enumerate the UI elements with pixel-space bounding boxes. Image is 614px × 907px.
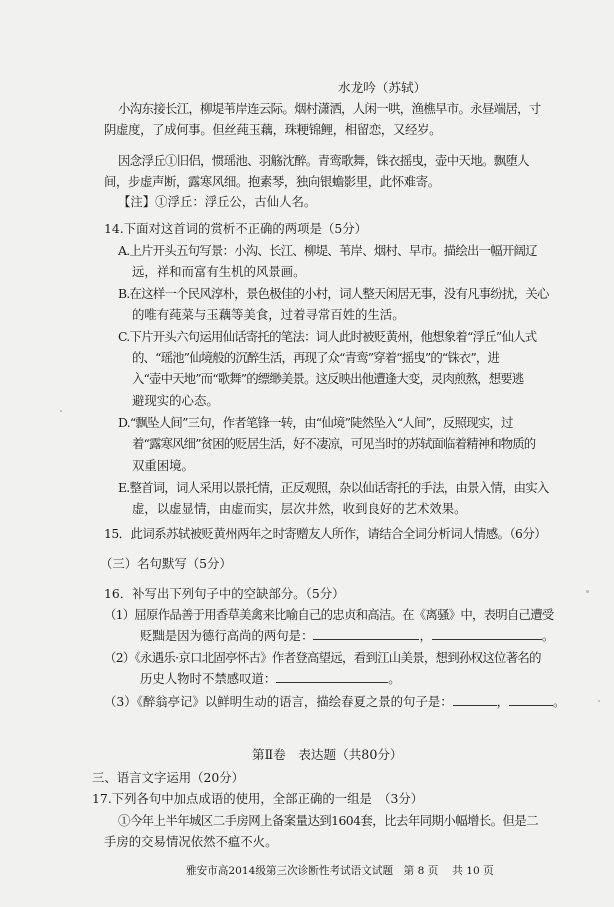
poem-title: 水龙吟（苏轼） [338, 80, 427, 95]
q16-stem: 16．补写出下列句子中的空缺部分。（5分） [104, 586, 345, 601]
q16-item-2-period: 。 [388, 671, 401, 686]
q14-option-e-line-2: 虚，以虚显情，由虚而实，层次井然，收到良好的艺术效果。 [132, 501, 467, 516]
q16-item-2-prompt: 历史人物时不禁感叹道： [140, 671, 277, 686]
q15-stem: 15．此词系苏轼被贬黄州两年之时寄赠友人所作，请结合全词分析词人情感。（6分） [104, 526, 547, 541]
section-3-heading: （三）名句默写（5分） [100, 556, 232, 571]
q16-item-2-line-1: （2）《永遇乐·京口北固亭怀古》作者登高望远，看到江山美景，想到孙权这位著名的 [104, 650, 541, 665]
q16-item-1-line-2 [140, 628, 554, 644]
q16-item-3-blank-2[interactable] [509, 694, 553, 706]
q16-item-3 [104, 694, 565, 710]
q16-item-1-blank-1[interactable] [313, 628, 419, 640]
q14-option-d-line-1: D.“飘坠人间”三句，作者笔锋一转，由“仙境”陡然坠入“人间”，反照现实，过 [118, 415, 513, 430]
q16-item-3-comma: ， [496, 694, 510, 709]
q14-option-d-line-3: 双重困境。 [132, 458, 194, 473]
q17-stem: 17.下列各句中加点成语的使用，全部正确的一组是 （3分） [92, 791, 424, 806]
q14-option-d-line-2: 着“露寒风细”贫困的贬居生活，好不凄凉，可见当时的苏轼面临着精神和物质的 [132, 436, 536, 451]
q14-option-c-line-2: 的、“瑶池”仙境般的沉醉生活，再现了众“青鸾”穿着“摇曳”的“铢衣”，进 [132, 350, 500, 365]
poem-note: 【注】①浮丘：浮丘公，古仙人名。 [118, 194, 317, 209]
q16-item-1-comma: ， [419, 628, 432, 643]
poem-line-1: 小沟东接长江，柳堤苇岸连云际。烟村潇洒，人闲一哄，渔樵早市。永昼端居，寸 [118, 101, 541, 116]
scan-speck [598, 700, 600, 702]
poem-line-3: 因念浮丘①旧侣，惯瑶池、羽觞沈醉。青鸾歌舞，铢衣摇曳，壶中天地。飘堕人 [118, 153, 529, 168]
q16-item-1-blank-2[interactable] [432, 628, 542, 640]
page-footer: 雅安市高2014级第三次诊断性考试语文试题 第 8 页 共 10 页 [186, 865, 494, 877]
q16-item-3-period: 。 [553, 694, 566, 709]
part-2-heading: 第Ⅱ卷 表达题（共80分） [252, 747, 403, 762]
q14-option-b-line-1: B.在这样一个民风淳朴，景色极佳的小村，词人整天闲居无事，没有凡事纷扰，关心 [118, 286, 549, 301]
q14-option-b-line-2: 的唯有莼菜与玉藕等美食，过着寻常百姓的生活。 [132, 307, 405, 322]
q16-item-3-blank-1[interactable] [453, 694, 497, 706]
scan-speck [60, 410, 62, 412]
q14-option-a-line-2: 远，祥和而富有生机的风景画。 [132, 264, 306, 279]
section-language-heading: 三、语言文字运用（20分） [92, 770, 245, 785]
q17-option-1-line-1: ①今年上半年城区二手房网上备案量达到1604套，比去年同期小幅增长。但是二 [118, 813, 539, 828]
q14-option-e-line-1: E.整首词，词人采用以景托情，正反观照，杂以仙话寄托的手法，由景入情，由实入 [118, 480, 549, 495]
q16-item-1-prompt: 贬黜是因为德行高尚的两句是： [140, 628, 314, 643]
q14-stem: 14.下面对这首词的赏析不正确的两项是（5分） [104, 221, 368, 236]
q16-item-3-prompt: （3）《醉翁亭记》以鲜明生动的语言，描绘春夏之景的句子是： [104, 694, 453, 709]
scan-speck [586, 590, 589, 593]
q16-item-2-blank[interactable] [276, 671, 388, 683]
q16-item-2-line-2 [140, 671, 401, 687]
q14-option-a-line-1: A.上片开头五句写景：小沟、长江、柳堤、苇岸、烟村、早市。描绘出一幅开阔辽 [118, 243, 537, 258]
poem-line-4: 间，步虚声断，露寒风细。抱素琴，独向银蟾影里，此怀难寄。 [104, 174, 440, 189]
q16-item-1-line-1: （1）屈原作品善于用香草美禽来比喻自己的忠贞和高洁。在《离骚》中，表明自己遭受 [104, 607, 554, 622]
q16-item-1-period: 。 [541, 628, 555, 643]
q17-option-1-line-2: 手房的交易情况依然不瘟不火。 [104, 834, 278, 849]
q14-option-c-line-4: 避现实的心态。 [132, 393, 219, 408]
poem-line-2: 阴虚度，了成何事。但丝莼玉藕，珠粳锦鲤，相留恋，又经岁。 [104, 122, 442, 137]
q14-option-c-line-3: 入“壶中天地”而“歌舞”的缥缈美景。这反映出他遭逢大变，灵肉煎熬，想要逃 [132, 371, 524, 386]
q14-option-c-line-1: C.下片开头六句运用仙话寄托的笔法：词人此时被贬黄州，他想象着“浮丘”仙人式 [118, 329, 537, 344]
